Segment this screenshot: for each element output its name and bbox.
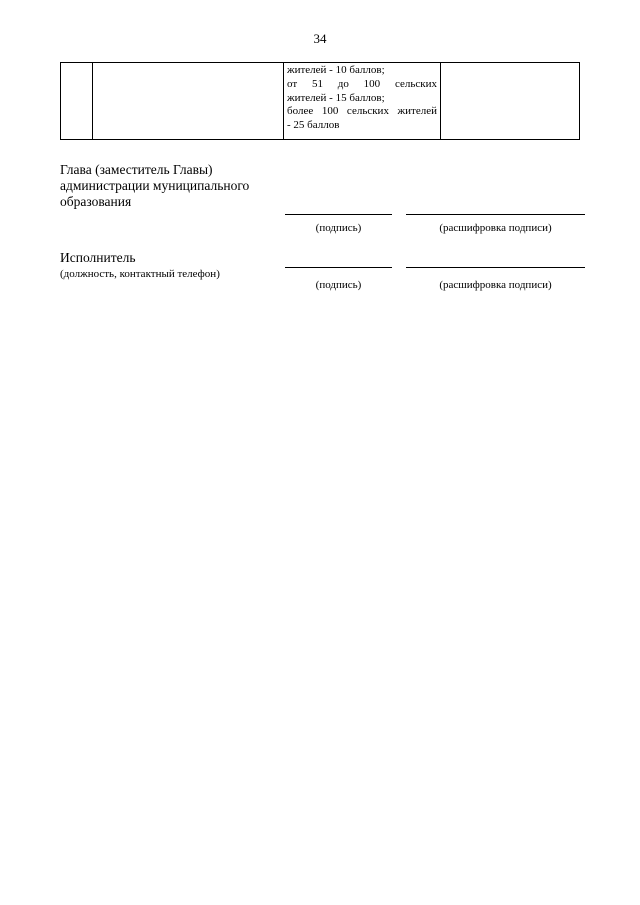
cell-text-line: жителей - 10 баллов; [287, 64, 385, 76]
head-title-line-1: Глава (заместитель Главы) [60, 162, 213, 177]
head-signature-decode-line [406, 214, 585, 215]
head-sign-caption: (подпись) [315, 222, 362, 234]
executor-decode-caption: (расшифровка подписи) [439, 279, 552, 291]
executor-title: Исполнитель [60, 250, 136, 265]
table-cell-scoring [284, 63, 441, 139]
cell-text-line: - 25 баллов [287, 119, 340, 132]
executor-signature-line [285, 267, 392, 268]
page-number: 34 [313, 31, 327, 46]
head-signature-line [285, 214, 392, 215]
head-title-line-2: администрации муниципального [60, 178, 250, 193]
head-title-line-3: образования [60, 194, 132, 209]
executor-signature-decode-line [406, 267, 585, 268]
table-cell-empty-2 [93, 63, 284, 139]
executor-subtitle: (должность, контактный телефон) [60, 268, 220, 280]
cell-text-line: от 51 до 100 сельских [287, 77, 437, 90]
table-fragment [60, 62, 580, 140]
cell-text-line: жителей - 15 баллов; [287, 91, 385, 104]
table-cell-empty-1 [61, 63, 93, 139]
head-decode-caption: (расшифровка подписи) [439, 222, 552, 234]
executor-sign-caption: (подпись) [315, 279, 362, 291]
cell-text-line: более 100 сельских жителей [287, 105, 437, 118]
table-cell-empty-3 [441, 63, 578, 139]
